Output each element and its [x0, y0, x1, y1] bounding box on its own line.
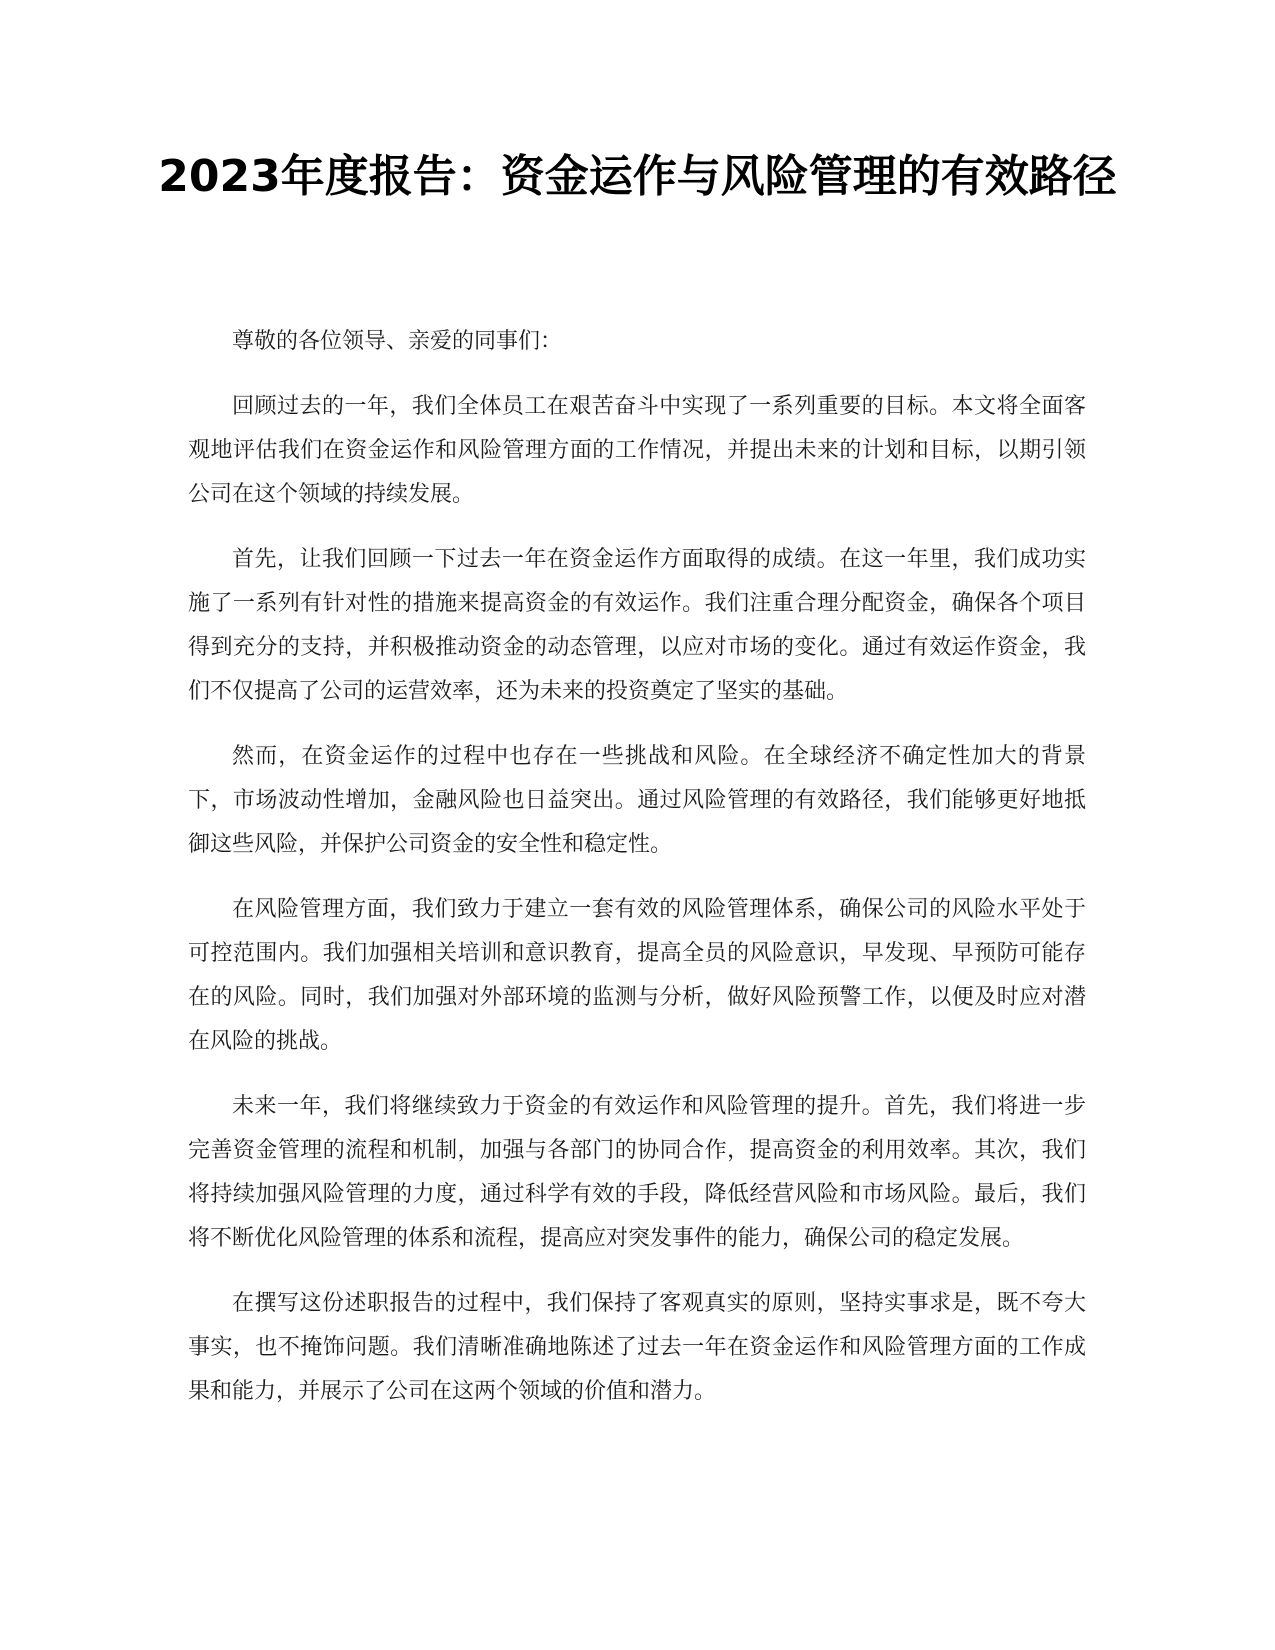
salutation: 尊敬的各位领导、亲爱的同事们： — [232, 329, 563, 354]
paragraph: 首先，让我们回顾一下过去一年在资金运作方面取得的成绩。在这一年里，我们成功实施了一系列有针对性的措施来提高资金的有效运作。我们注重合理分配资金，确保各个项目得到充分的支持，并积极推动资金的动态管理，以应对市场的变化。通过有效运作资金，我们不仅提高了公司的运营效率，还为未来的投资奠定了坚实的基础。 — [188, 547, 1086, 704]
paragraph: 然而，在资金运作的过程中也存在一些挑战和风险。在全球经济不确定性加大的背景下，市场波动性增加，金融风险也日益突出。通过风险管理的有效路径，我们能够更好地抵御这些风险，并保护公司资金的安全性和稳定性。 — [188, 744, 1086, 857]
paragraph: 未来一年，我们将继续致力于资金的有效运作和风险管理的提升。首先，我们将进一步完善资金管理的流程和机制，加强与各部门的协同合作，提高资金的利用效率。其次，我们将持续加强风险管理的力度，通过科学有效的手段，降低经营风险和市场风险。最后，我们将不断优化风险管理的体系和流程，提高应对突发事件的能力，确保公司的稳定发展。 — [188, 1094, 1086, 1251]
document-title: 2023年度报告：资金运作与风险管理的有效路径 — [158, 151, 1117, 202]
paragraph: 回顾过去的一年，我们全体员工在艰苦奋斗中实现了一系列重要的目标。本文将全面客观地评估我们在资金运作和风险管理方面的工作情况，并提出未来的计划和目标，以期引领公司在这个领域的持续发展。 — [188, 394, 1086, 507]
paragraph: 在风险管理方面，我们致力于建立一套有效的风险管理体系，确保公司的风险水平处于可控范围内。我们加强相关培训和意识教育，提高全员的风险意识，早发现、早预防可能存在的风险。同时，我们加强对外部环境的监测与分析，做好风险预警工作，以便及时应对潜在风险的挑战。 — [188, 897, 1086, 1054]
document-body — [188, 320, 1086, 1435]
paragraph: 在撰写这份述职报告的过程中，我们保持了客观真实的原则，坚持实事求是，既不夸大事实，也不掩饰问题。我们清晰准确地陈述了过去一年在资金运作和风险管理方面的工作成果和能力，并展示了公司在这两个领域的价值和潜力。 — [188, 1291, 1086, 1404]
